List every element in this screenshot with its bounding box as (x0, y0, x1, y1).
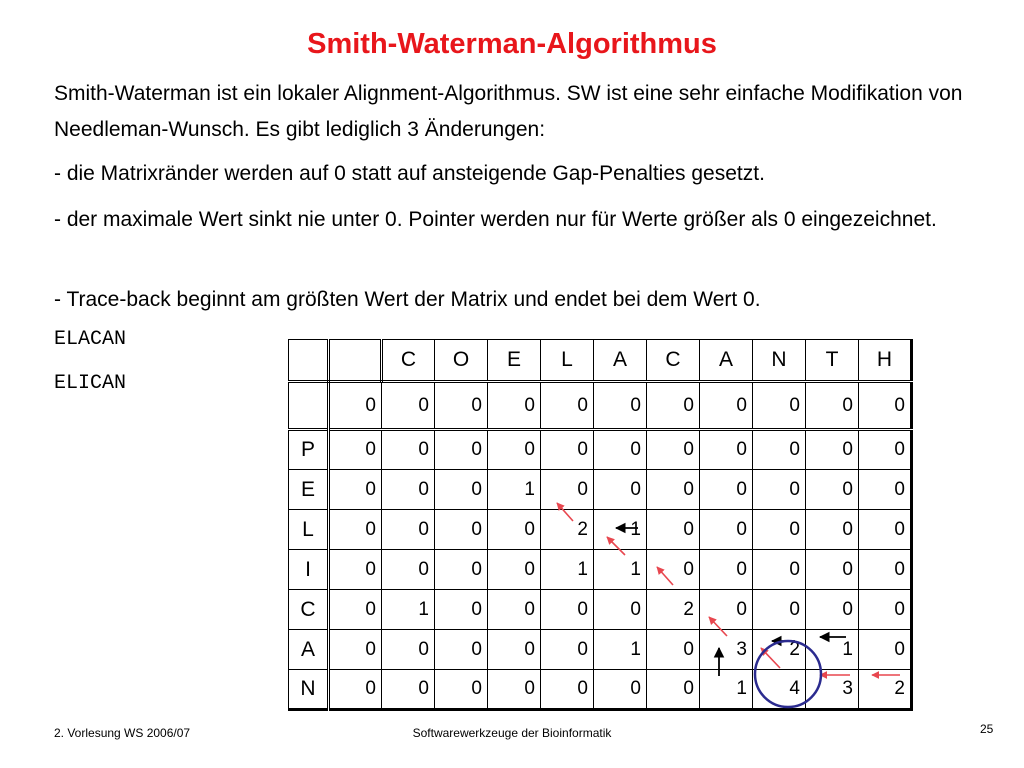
matrix-cell: 0 (382, 630, 435, 670)
matrix-cell: 0 (382, 550, 435, 590)
matrix-row (289, 430, 912, 470)
matrix-cell: 2 (647, 590, 700, 630)
matrix-row (289, 590, 912, 630)
matrix-row (289, 670, 912, 710)
matrix-cell: 0 (753, 382, 806, 430)
matrix-cell: 0 (435, 470, 488, 510)
matrix-cell: 0 (488, 590, 541, 630)
matrix-cell: 0 (753, 550, 806, 590)
matrix-cell: 1 (488, 470, 541, 510)
matrix-cell: 0 (435, 670, 488, 710)
row-label: C (289, 590, 329, 630)
matrix-cell: 0 (806, 430, 859, 470)
row-label: I (289, 550, 329, 590)
column-header: T (806, 340, 859, 382)
matrix-cell: 0 (647, 670, 700, 710)
slide-title: Smith-Waterman-Algorithmus (307, 28, 717, 60)
matrix-cell: 0 (859, 590, 912, 630)
column-header: A (700, 340, 753, 382)
matrix-cell: 0 (382, 510, 435, 550)
empty-header-cell (329, 340, 382, 382)
intro-paragraph: Smith-Waterman ist ein lokaler Alignment-Algorithmus. SW ist eine sehr einfache Modifikation von Needleman-Wunsch. Es gibt lediglich 3 Änderungen: (54, 82, 963, 141)
matrix-cell: 0 (806, 382, 859, 430)
matrix-cell: 0 (647, 550, 700, 590)
matrix-cell: 0 (541, 430, 594, 470)
matrix-cell: 0 (488, 550, 541, 590)
matrix-cell: 0 (647, 630, 700, 670)
matrix-cell: 0 (435, 590, 488, 630)
matrix-cell: 0 (435, 430, 488, 470)
matrix-cell: 0 (700, 470, 753, 510)
matrix-cell: 0 (382, 430, 435, 470)
matrix-cell: 0 (594, 382, 647, 430)
column-header: H (859, 340, 912, 382)
matrix-cell: 0 (806, 470, 859, 510)
footer-lecture: 2. Vorlesung WS 2006/07 (54, 726, 191, 740)
matrix-cell: 0 (329, 590, 382, 630)
matrix-cell: 0 (700, 510, 753, 550)
matrix-cell: 0 (329, 382, 382, 430)
matrix-cell: 0 (329, 630, 382, 670)
matrix-cell: 0 (329, 670, 382, 710)
column-header: C (647, 340, 700, 382)
row-label: L (289, 510, 329, 550)
score-matrix (288, 339, 913, 711)
matrix-cell: 0 (488, 510, 541, 550)
sequence-2: ELICAN (54, 372, 127, 395)
matrix-cell: 0 (488, 670, 541, 710)
matrix-cell: 0 (329, 550, 382, 590)
column-header: A (594, 340, 647, 382)
matrix-cell: 0 (700, 550, 753, 590)
matrix-cell: 1 (594, 550, 647, 590)
matrix-cell: 0 (435, 382, 488, 430)
matrix-cell: 0 (647, 382, 700, 430)
matrix-cell: 0 (435, 510, 488, 550)
change-2: - der maximale Wert sinkt nie unter 0. Pointer werden nur für Werte größer als 0 eingezeichnet. (54, 208, 937, 231)
matrix-cell: 0 (435, 550, 488, 590)
matrix-cell: 0 (859, 382, 912, 430)
matrix-cell: 0 (859, 630, 912, 670)
matrix-cell: 0 (806, 550, 859, 590)
matrix-cell: 0 (700, 430, 753, 470)
matrix-cell: 3 (806, 670, 859, 710)
matrix-cell: 0 (594, 470, 647, 510)
matrix-cell: 1 (594, 510, 647, 550)
matrix-cell: 0 (700, 590, 753, 630)
change-3: - Trace-back beginnt am größten Wert der Matrix und endet bei dem Wert 0. (54, 288, 761, 311)
matrix-row (289, 510, 912, 550)
matrix-cell: 0 (329, 430, 382, 470)
footer-course: Softwarewerkzeuge der Bioinformatik (412, 726, 612, 740)
column-header: C (382, 340, 435, 382)
matrix-cell: 1 (541, 550, 594, 590)
initial-row (289, 382, 912, 430)
matrix-cell: 0 (541, 670, 594, 710)
column-header: L (541, 340, 594, 382)
matrix-cell: 1 (700, 670, 753, 710)
matrix-cell: 0 (594, 430, 647, 470)
row-label: P (289, 430, 329, 470)
matrix-row (289, 630, 912, 670)
matrix-cell: 0 (753, 430, 806, 470)
matrix-cell: 1 (806, 630, 859, 670)
column-header: E (488, 340, 541, 382)
matrix-cell: 0 (541, 590, 594, 630)
matrix-cell: 0 (700, 382, 753, 430)
matrix-cell: 2 (541, 510, 594, 550)
matrix-cell: 0 (594, 670, 647, 710)
matrix-cell: 0 (806, 510, 859, 550)
matrix-cell: 1 (382, 590, 435, 630)
matrix-cell: 0 (541, 470, 594, 510)
matrix-cell: 0 (488, 630, 541, 670)
sequence-1: ELACAN (54, 328, 127, 351)
row-label: A (289, 630, 329, 670)
matrix-cell: 0 (859, 510, 912, 550)
matrix-cell: 4 (753, 670, 806, 710)
change-1: - die Matrixränder werden auf 0 statt auf ansteigende Gap-Penalties gesetzt. (54, 162, 765, 185)
matrix-cell: 0 (647, 430, 700, 470)
matrix-cell: 0 (329, 470, 382, 510)
matrix-cell: 2 (753, 630, 806, 670)
matrix-cell: 0 (647, 510, 700, 550)
matrix-row (289, 470, 912, 510)
matrix-cell: 0 (859, 550, 912, 590)
corner-cell (289, 340, 329, 382)
page-number: 25 (980, 722, 994, 736)
matrix-cell: 0 (541, 382, 594, 430)
matrix-cell: 0 (435, 630, 488, 670)
matrix-cell: 0 (382, 670, 435, 710)
matrix-cell: 0 (382, 382, 435, 430)
matrix-cell: 0 (859, 470, 912, 510)
matrix-cell: 0 (488, 430, 541, 470)
matrix-cell: 0 (753, 590, 806, 630)
column-header: O (435, 340, 488, 382)
matrix-row (289, 550, 912, 590)
matrix-cell: 1 (594, 630, 647, 670)
matrix-cell: 0 (382, 470, 435, 510)
matrix-cell: 3 (700, 630, 753, 670)
row-label: N (289, 670, 329, 710)
matrix-cell: 0 (753, 510, 806, 550)
matrix-cell: 0 (859, 430, 912, 470)
matrix-cell: 0 (753, 470, 806, 510)
matrix-cell: 0 (647, 470, 700, 510)
matrix-cell: 0 (806, 590, 859, 630)
column-header: N (753, 340, 806, 382)
row-label-empty (289, 382, 329, 430)
matrix-cell: 2 (859, 670, 912, 710)
header-row (289, 340, 912, 382)
row-label: E (289, 470, 329, 510)
matrix-cell: 0 (329, 510, 382, 550)
matrix-cell: 0 (594, 590, 647, 630)
matrix-cell: 0 (488, 382, 541, 430)
matrix-cell: 0 (541, 630, 594, 670)
